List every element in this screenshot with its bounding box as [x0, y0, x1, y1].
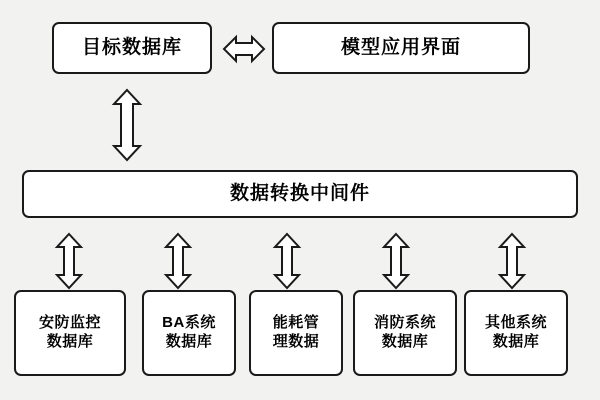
- connector-middleware-to-leaf-2: [163, 232, 193, 290]
- node-ba-system-database-label-line1: BA系统: [162, 314, 216, 332]
- node-energy-consumption-data-label-line2: 理数据: [272, 333, 320, 350]
- node-data-conversion-middleware: [22, 170, 578, 218]
- node-fire-protection-system-database-label-line1: 消防系统: [373, 314, 436, 332]
- node-fire-protection-system-database-label-line2: 数据库: [381, 333, 429, 350]
- connector-middleware-to-leaf-4: [381, 232, 411, 290]
- node-fire-protection-system-database: [353, 290, 457, 376]
- node-ba-system-database: [142, 290, 236, 376]
- node-model-application-ui: [272, 22, 530, 74]
- connector-middleware-to-leaf-1: [54, 232, 84, 290]
- connector-middleware-to-leaf-3: [272, 232, 302, 290]
- node-energy-consumption-data-label-line1: 能耗管: [272, 314, 320, 332]
- node-target-database: [52, 22, 212, 74]
- node-other-system-database-label-line2: 数据库: [492, 333, 540, 350]
- node-other-system-database: [464, 290, 568, 376]
- node-other-system-database-label-line1: 其他系统: [484, 314, 547, 332]
- node-target-database-label: 目标数据库: [81, 37, 182, 59]
- connector-target-db-to-model-ui: [222, 32, 266, 66]
- node-model-application-ui-label: 模型应用界面: [340, 37, 461, 59]
- node-energy-consumption-data: [249, 290, 343, 376]
- node-data-conversion-middleware-label: 数据转换中间件: [229, 183, 370, 205]
- node-ba-system-database-label-line2: 数据库: [165, 333, 213, 350]
- connector-middleware-to-leaf-5: [497, 232, 527, 290]
- node-security-monitoring-database: [14, 290, 126, 376]
- connector-target-db-to-middleware: [110, 88, 144, 162]
- node-security-monitoring-database-label-line1: 安防监控: [38, 314, 101, 332]
- node-security-monitoring-database-label-line2: 数据库: [46, 333, 94, 350]
